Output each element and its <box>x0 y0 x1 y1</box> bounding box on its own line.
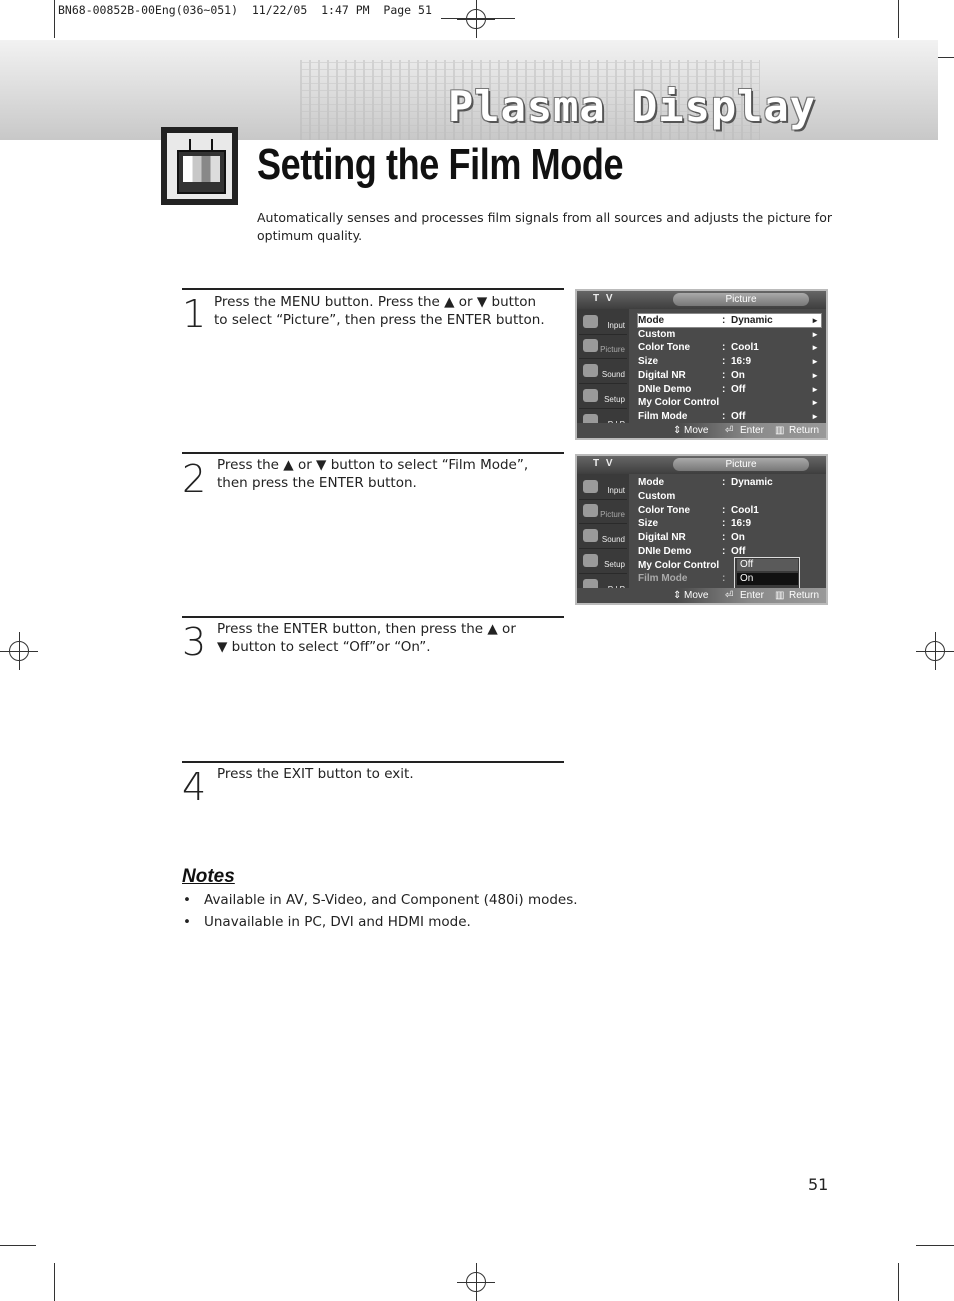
setup-icon <box>583 389 598 402</box>
crop-mark <box>0 1245 36 1246</box>
crop-mark <box>898 0 899 38</box>
sound-icon <box>583 364 598 377</box>
registration-mark <box>457 1263 495 1301</box>
crop-mark <box>898 1263 899 1301</box>
osd-picture-tab: Picture <box>673 293 809 306</box>
step-text: Press the EXIT button to exit. <box>217 766 414 782</box>
osd-row-size: Size : 16:9 ► <box>638 356 819 367</box>
osd-screen-picture-menu <box>575 289 828 440</box>
step-number: 2 <box>182 457 207 501</box>
arrow-right-icon: ► <box>811 330 819 339</box>
osd-tv-label: T V <box>593 293 615 304</box>
osd-row-dnie-demo: DNIe Demo : Off ► <box>638 384 819 395</box>
move-icon: ⇕ <box>673 425 682 436</box>
step-number: 1 <box>182 292 207 336</box>
osd-sidebar-input: Input <box>579 312 627 335</box>
enter-icon: ⏎ <box>725 590 734 601</box>
arrow-right-icon: ► <box>811 398 819 407</box>
setup-icon <box>583 554 598 567</box>
osd-row-custom: Custom ► <box>638 329 819 340</box>
osd-row-mode: Mode : Dynamic <box>638 477 773 488</box>
option-on: On <box>737 573 798 585</box>
step-text: Press the MENU button. Press the ▲ or ▼ button to select “Picture”, then press the ENTER button. <box>214 294 545 328</box>
picture-icon <box>583 504 598 517</box>
osd-sidebar <box>577 474 629 590</box>
return-icon: ▥ <box>775 425 785 436</box>
option-off: Off <box>737 559 798 571</box>
osd-row-dnie-demo: DNIe Demo : Off <box>638 546 746 557</box>
picture-icon <box>583 339 598 352</box>
osd-row-mode: Mode : Dynamic ► <box>638 315 819 326</box>
osd-row-color-tone: Color Tone : Cool1 ► <box>638 342 819 353</box>
osd-sidebar-picture: Picture <box>579 336 627 359</box>
arrow-right-icon: ► <box>811 316 819 325</box>
osd-sidebar <box>577 309 629 425</box>
sound-icon <box>583 529 598 542</box>
osd-sidebar-setup: Setup <box>579 551 627 574</box>
osd-tv-label: T V <box>593 458 615 469</box>
osd-screen-film-mode-popup <box>575 454 828 605</box>
enter-icon: ⏎ <box>725 425 734 436</box>
osd-row-size: Size : 16:9 <box>638 518 752 529</box>
crop-mark <box>54 0 55 38</box>
move-icon: ⇕ <box>673 590 682 601</box>
osd-row-film-mode: Film Mode : <box>638 573 726 584</box>
step-divider <box>182 452 564 454</box>
return-icon: ▥ <box>775 590 785 601</box>
osd-row-color-tone: Color Tone : Cool1 <box>638 505 759 516</box>
tv-icon <box>161 127 238 205</box>
osd-sidebar-sound: Sound <box>579 361 627 384</box>
crop-mark <box>916 1245 954 1246</box>
osd-sidebar-sound: Sound <box>579 526 627 549</box>
step-divider <box>182 761 564 763</box>
osd-row-film-mode: Film Mode : Off ► <box>638 411 819 422</box>
page-title: Setting the Film Mode <box>257 140 624 189</box>
registration-mark <box>457 0 495 38</box>
arrow-right-icon: ► <box>811 385 819 394</box>
step-text: Press the ▲ or ▼ button to select “Film Mode”, then press the ENTER button. <box>217 457 529 491</box>
header-banner <box>0 40 938 140</box>
osd-footer: ⇕ Move ⏎ Enter ▥ Return <box>577 423 826 438</box>
step-text: Press the ENTER button, then press the ▲ or ▼ button to select “Off”or “On”. <box>217 621 516 655</box>
input-icon <box>583 480 598 493</box>
osd-sidebar-input: Input <box>579 477 627 500</box>
note-item: • Unavailable in PC, DVI and HDMI mode. <box>183 914 471 930</box>
osd-picture-tab: Picture <box>673 458 809 471</box>
registration-mark <box>0 632 38 670</box>
osd-row-custom: Custom <box>638 491 676 502</box>
page-number: 51 <box>808 1175 829 1194</box>
osd-row-my-color-control: My Color Control <box>638 560 720 571</box>
arrow-right-icon: ► <box>811 371 819 380</box>
step-number: 3 <box>182 620 207 664</box>
osd-row-my-color-control: My Color Control ► <box>638 397 819 408</box>
osd-sidebar-picture: Picture <box>579 501 627 524</box>
arrow-right-icon: ► <box>811 357 819 366</box>
osd-footer: ⇕ Move ⏎ Enter ▥ Return <box>577 588 826 603</box>
osd-row-digital-nr: Digital NR : On ► <box>638 370 819 381</box>
step-number: 4 <box>182 765 207 809</box>
step-divider <box>182 616 564 618</box>
arrow-right-icon: ► <box>811 343 819 352</box>
arrow-right-icon: ► <box>811 412 819 421</box>
osd-row-digital-nr: Digital NR : On <box>638 532 745 543</box>
input-icon <box>583 315 598 328</box>
notes-heading: Notes <box>182 866 235 887</box>
step-divider <box>182 288 564 290</box>
film-mode-options-popup <box>734 557 800 589</box>
crop-mark <box>54 1263 55 1301</box>
intro-text: Automatically senses and processes film signals from all sources and adjusts the picture for optimum quality. <box>257 210 832 243</box>
print-header: BN68-00852B-00Eng(036~051) 11/22/05 1:47 PM Page 51 <box>58 3 432 17</box>
note-item: • Available in AV, S-Video, and Component (480i) modes. <box>183 892 578 908</box>
brand-title: Plasma Display <box>448 82 817 131</box>
registration-mark <box>916 632 954 670</box>
osd-sidebar-setup: Setup <box>579 386 627 409</box>
